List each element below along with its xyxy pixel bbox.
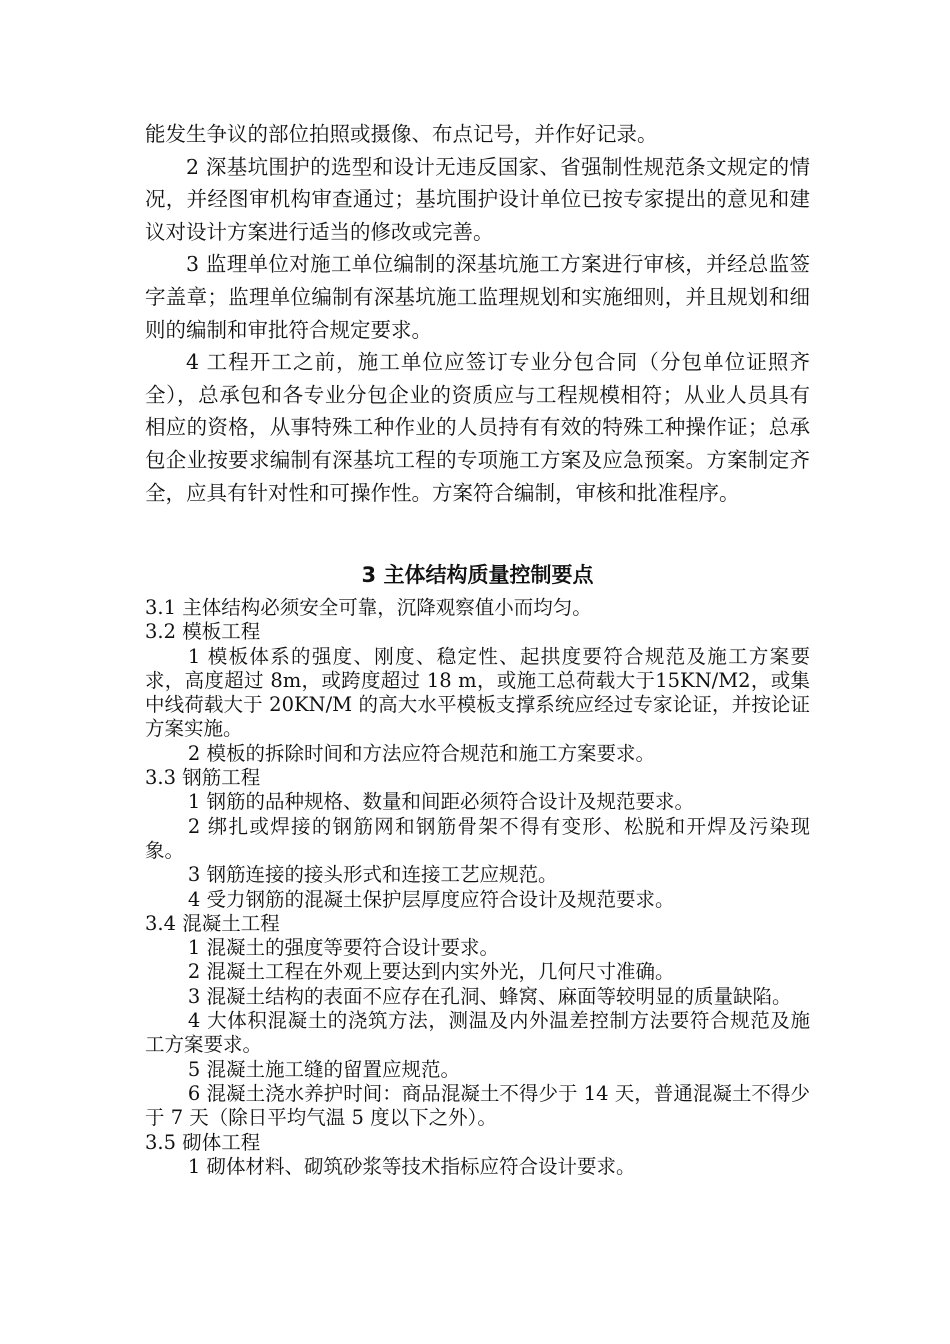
subsection-title: 3.5 砌体工程 — [145, 1130, 261, 1154]
clause-line: 1 混凝土的强度等要符合设计要求。 — [187, 936, 499, 960]
clause-line: 1 模板体系的强度、刚度、稳定性、起拱度要符合规范及施工方案要求，高度超过 8m，或跨度超过 18 m，或施工总荷载大于15KN/M2，或集中线荷载大于 20KN/M 的高大水平模板支撑系统应经过专家论证，并按论证方案实施。 — [145, 644, 810, 741]
intro-paragraph: 4 工程开工之前，施工单位应签订专业分包合同（分包单位证照齐全），总承包和各专业分包企业的资质应与工程规模相符；从业人员具有相应的资格，从事特殊工种作业的人员持有有效的特殊工种操作证；总承包企业按要求编制有深基坑工程的专项施工方案及应急预案。方案制定齐全，应具有针对性和可操作性。方案符合编制，审核和批准程序。 — [145, 350, 810, 505]
subsection-title: 3.4 混凝土工程 — [145, 911, 280, 935]
section-body — [145, 596, 810, 1179]
clause-line: 2 混凝土工程在外观上要达到内实外光，几何尺寸准确。 — [187, 960, 675, 984]
clause-line: 3 钢筋连接的接头形式和连接工艺应规范。 — [187, 863, 558, 887]
clause-line: 5 混凝土施工缝的留置应规范。 — [187, 1057, 460, 1081]
intro-paragraph: 2 深基坑围护的选型和设计无违反国家、省强制性规范条文规定的情况，并经图审机构审查通过；基坑围护设计单位已按专家提出的意见和建议对设计方案进行适当的修改或完善。 — [145, 154, 810, 244]
clause-line: 1 砌体材料、砌筑砂浆等技术指标应符合设计要求。 — [187, 1154, 636, 1178]
clause-line: 3.1 主体结构必须安全可靠，沉降观察值小而均匀。 — [145, 596, 592, 619]
section-heading: 3 主体结构质量控制要点 — [361, 563, 594, 587]
intro-paragraph: 能发生争议的部位拍照或摄像、布点记号，并作好记录。 — [145, 122, 658, 146]
clause-line: 1 钢筋的品种规格、数量和间距必须符合设计及规范要求。 — [187, 790, 694, 814]
clause-line: 3 混凝土结构的表面不应存在孔洞、蜂窝、麻面等较明显的质量缺陷。 — [187, 984, 792, 1008]
clause-line: 4 受力钢筋的混凝土保护层厚度应符合设计及规范要求。 — [187, 887, 675, 911]
intro-paragraph: 3 监理单位对施工单位编制的深基坑施工方案进行审核，并经总监签字盖章；监理单位编制有深基坑施工监理规划和实施细则，并且规划和细则的编制和审批符合规定要求。 — [145, 252, 810, 342]
clause-line: 6 混凝土浇水养护时间：商品混凝土不得少于 14 天，普通混凝土不得少于 7 天（除日平均气温 5 度以下之外）。 — [145, 1081, 810, 1130]
clause-line: 2 模板的拆除时间和方法应符合规范和施工方案要求。 — [187, 741, 655, 765]
subsection-title: 3.2 模板工程 — [145, 620, 261, 644]
subsection-title: 3.3 钢筋工程 — [145, 766, 261, 790]
clause-line: 2 绑扎或焊接的钢筋网和钢筋骨架不得有变形、松脱和开焊及污染现象。 — [145, 814, 810, 862]
intro-text-block — [145, 118, 810, 509]
clause-line: 4 大体积混凝土的浇筑方法，测温及内外温差控制方法要符合规范及施工方案要求。 — [145, 1009, 810, 1057]
